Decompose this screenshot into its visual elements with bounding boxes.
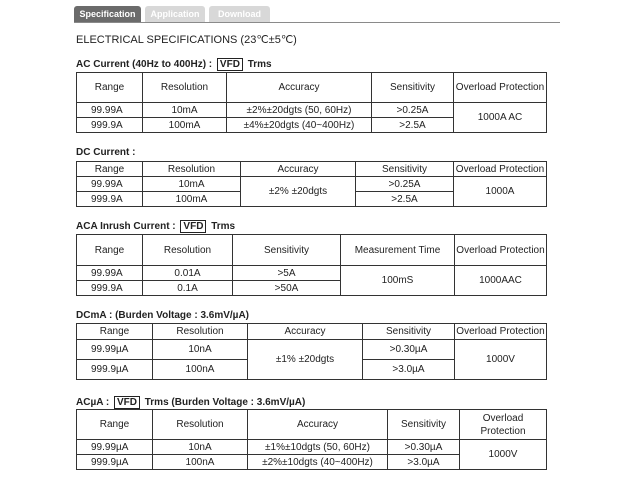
table-row — [77, 440, 547, 455]
cell-sensitivity: >0.30µA — [388, 440, 460, 455]
cell-overload: 1000A — [454, 177, 547, 207]
header-sensitivity: Sensitivity — [363, 324, 455, 340]
cell-sensitivity: >3.0µA — [363, 360, 455, 380]
cell-resolution: 10nA — [153, 440, 248, 455]
tab-specification[interactable]: Specification — [74, 6, 141, 22]
table-row — [77, 177, 547, 192]
ac-title-suffix: Trms — [247, 59, 272, 70]
tab-download[interactable]: Download — [209, 6, 270, 22]
cell-overload: 1000V — [460, 440, 547, 470]
cell-sensitivity: >5A — [233, 266, 341, 281]
header-accuracy: Accuracy — [241, 162, 356, 177]
cell-accuracy: ±1% ±20dgts — [248, 340, 363, 380]
vfd-badge: VFD — [114, 396, 140, 409]
header-range: Range — [77, 73, 143, 103]
header-overload: Overload Protection — [454, 73, 547, 103]
header-resolution: Resolution — [143, 235, 233, 266]
table-row — [77, 266, 547, 281]
ac-current-title — [76, 58, 272, 71]
table-header-row — [77, 324, 547, 340]
cell-resolution: 10mA — [143, 103, 227, 118]
page-title: ELECTRICAL SPECIFICATIONS (23℃±5℃) — [76, 34, 297, 46]
header-range: Range — [77, 162, 143, 177]
dc-current-title: DC Current : — [76, 147, 136, 158]
acua-title-suffix: Trms (Burden Voltage : 3.6mV/µA) — [144, 397, 306, 408]
header-sensitivity: Sensitivity — [356, 162, 454, 177]
acua-title — [76, 396, 305, 409]
acua-table — [76, 409, 547, 470]
cell-accuracy: ±4%±20dgts (40~400Hz) — [227, 118, 372, 133]
header-overload: Overload Protection — [455, 235, 547, 266]
header-sensitivity: Sensitivity — [233, 235, 341, 266]
cell-range: 99.99A — [77, 177, 143, 192]
cell-range: 99.99µA — [77, 340, 153, 360]
tab-bar — [74, 6, 560, 23]
header-overload: Overload Protection — [455, 324, 547, 340]
cell-measurement-time: 100mS — [341, 266, 455, 296]
header-resolution: Resolution — [143, 162, 241, 177]
inrush-title-suffix: Trms — [211, 221, 236, 232]
cell-resolution: 100nA — [153, 360, 248, 380]
cell-range: 999.9µA — [77, 455, 153, 470]
cell-accuracy: ±2% ±20dgts — [241, 177, 356, 207]
dcma-title: DCmA : (Burden Voltage : 3.6mV/µA) — [76, 310, 249, 321]
table-header-row — [77, 410, 547, 440]
cell-resolution: 0.1A — [143, 281, 233, 296]
header-range: Range — [77, 410, 153, 440]
cell-range: 99.99A — [77, 266, 143, 281]
cell-sensitivity: >0.30µA — [363, 340, 455, 360]
cell-resolution: 100mA — [143, 118, 227, 133]
cell-accuracy: ±2%±20dgts (50, 60Hz) — [227, 103, 372, 118]
cell-resolution: 0.01A — [143, 266, 233, 281]
table-header-row — [77, 235, 547, 266]
header-overload: Overload Protection — [460, 410, 547, 440]
header-accuracy: Accuracy — [248, 410, 388, 440]
table-header-row — [77, 73, 547, 103]
cell-sensitivity: >2.5A — [372, 118, 454, 133]
header-sensitivity: Sensitivity — [388, 410, 460, 440]
tab-application[interactable]: Application — [145, 6, 205, 22]
cell-range: 99.99µA — [77, 440, 153, 455]
cell-overload: 1000V — [455, 340, 547, 380]
dcma-table — [76, 323, 547, 380]
header-resolution: Resolution — [153, 324, 248, 340]
cell-accuracy: ±2%±10dgts (40~400Hz) — [248, 455, 388, 470]
cell-sensitivity: >2.5A — [356, 192, 454, 207]
cell-resolution: 10nA — [153, 340, 248, 360]
inrush-current-title — [76, 220, 235, 233]
table-row — [77, 340, 547, 360]
cell-sensitivity: >0.25A — [356, 177, 454, 192]
table-row — [77, 103, 547, 118]
cell-sensitivity: >0.25A — [372, 103, 454, 118]
cell-sensitivity: >3.0µA — [388, 455, 460, 470]
header-accuracy: Accuracy — [248, 324, 363, 340]
inrush-current-table — [76, 234, 547, 296]
cell-resolution: 10mA — [143, 177, 241, 192]
cell-resolution: 100nA — [153, 455, 248, 470]
cell-overload: 1000A AC — [454, 103, 547, 133]
header-range: Range — [77, 324, 153, 340]
cell-overload: 1000AAC — [455, 266, 547, 296]
cell-range: 99.99A — [77, 103, 143, 118]
table-header-row — [77, 162, 547, 177]
ac-title-text: AC Current (40Hz to 400Hz) : — [76, 59, 213, 70]
inrush-title-text: ACA Inrush Current : — [76, 221, 176, 232]
dc-current-table — [76, 161, 547, 207]
vfd-badge: VFD — [180, 220, 206, 233]
header-sensitivity: Sensitivity — [372, 73, 454, 103]
cell-range: 999.9A — [77, 281, 143, 296]
header-accuracy: Accuracy — [227, 73, 372, 103]
cell-range: 999.9A — [77, 118, 143, 133]
cell-range: 999.9A — [77, 192, 143, 207]
cell-resolution: 100mA — [143, 192, 241, 207]
cell-sensitivity: >50A — [233, 281, 341, 296]
ac-current-table — [76, 72, 547, 133]
cell-accuracy: ±1%±10dgts (50, 60Hz) — [248, 440, 388, 455]
header-resolution: Resolution — [153, 410, 248, 440]
acua-title-text: ACµA : — [76, 397, 110, 408]
header-measurement-time: Measurement Time — [341, 235, 455, 266]
header-overload: Overload Protection — [454, 162, 547, 177]
header-resolution: Resolution — [143, 73, 227, 103]
cell-range: 999.9µA — [77, 360, 153, 380]
header-range: Range — [77, 235, 143, 266]
vfd-badge: VFD — [217, 58, 243, 71]
